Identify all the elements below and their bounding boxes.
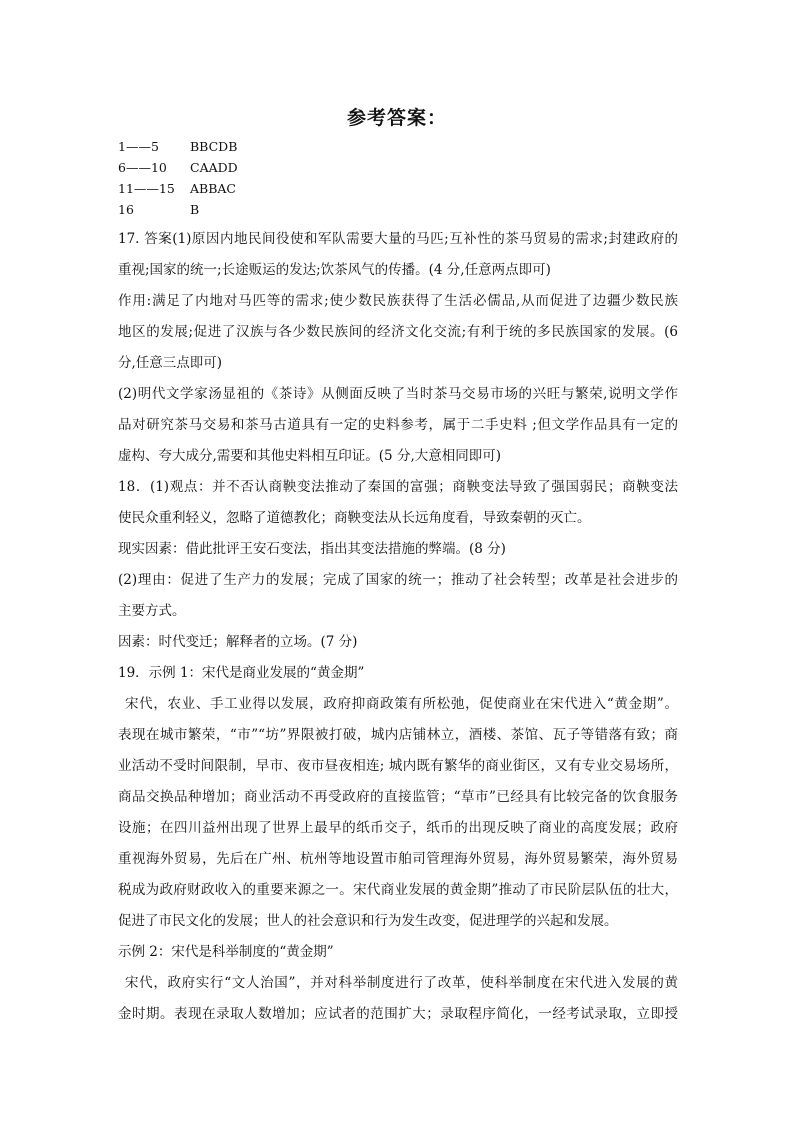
text-line: 表现在城市繁荣，“市”“坊”界限被打破，城内店铺林立，酒楼、茶馆、瓦子等错落有致；商	[118, 727, 678, 743]
text-line: 宋代，农业、手工业得以发展，政府抑商政策有所松弛，促使商业在宋代进入“黄金期”。	[125, 696, 678, 712]
text-line: 重视海外贸易，先后在广州、杭州等地设置市舶司管理海外贸易，海外贸易繁荣，海外贸易	[118, 851, 678, 867]
answer-explanations	[118, 224, 678, 1030]
text-line: 宋代，政府实行“文人治国”，并对科举制度进行了改革，使科举制度在宋代进入发展的黄	[125, 975, 678, 991]
answer-range: 1——5	[118, 139, 159, 154]
multiple-choice-answers	[118, 136, 238, 220]
text-line: 促进了市民文化的发展；世人的社会意识和行为发生改变，促进理学的兴起和发展。	[118, 913, 618, 929]
text-line: 使民众重利轻义，忽略了道德教化；商鞅变法从长远角度看，导致秦朝的灭亡。	[118, 510, 591, 526]
text-line: 重视;国家的统一;长途贩运的发达;饮茶风气的传播。(4 分,任意两点即可)	[118, 262, 551, 278]
text-line: (2)明代文学家汤显祖的《茶诗》从侧面反映了当时茶马交易市场的兴旺与繁荣,说明文学作	[118, 386, 678, 402]
answer-row	[118, 199, 238, 220]
text-line: 18．(1)观点：并不否认商鞅变法推动了秦国的富强；商鞅变法导致了强国弱民；商鞅变法	[118, 479, 678, 495]
text-line: 业活动不受时间限制，早市、夜市昼夜相连; 城内既有繁华的商业街区，又有专业交易场所，	[118, 758, 678, 774]
answer-row	[118, 178, 238, 199]
answer-row	[118, 157, 238, 178]
answer-range: 11——15	[118, 181, 175, 196]
text-line: (2)理由：促进了生产力的发展；完成了国家的统一；推动了社会转型；改革是社会进步的	[118, 572, 678, 588]
text-line: 商品交换品种增加；商业活动不再受政府的直接监管；“草市”已经具有比较完备的饮食服务	[118, 789, 678, 805]
text-line: 现实因素：借此批评王安石变法，指出其变法措施的弊端。(8 分)	[118, 541, 506, 557]
answer-row	[118, 136, 238, 157]
text-line: 因素：时代变迁；解释者的立场。(7 分)	[118, 634, 358, 650]
page-title: 参考答案：	[346, 107, 447, 129]
text-line: 品对研究茶马交易和茶马古道具有一定的史料参考，属于二手史料 ;但文学作品具有一定的	[118, 417, 678, 433]
answer-value: BBCDB	[190, 139, 238, 154]
answer-value: ABBAC	[190, 181, 236, 196]
text-line: 地区的发展;促进了汉族与各少数民族间的经济文化交流;有利于统的多民族国家的发展。(6	[118, 324, 678, 340]
answer-value: B	[190, 202, 200, 217]
text-line: 作用:满足了内地对马匹等的需求;使少数民族获得了生活必儒品,从而促进了边疆少数民族	[118, 293, 678, 309]
text-line: 主要方式。	[118, 603, 186, 619]
text-line: 分,任意三点即可)	[118, 355, 223, 371]
text-line: 17. 答案(1)原因内地民间役使和军队需要大量的马匹;互补性的茶马贸易的需求;封建政府的	[118, 231, 678, 247]
text-line: 税成为政府财政收入的重要来源之一。宋代商业发展的黄金期”推动了市民阶层队伍的壮大，	[118, 882, 678, 898]
answer-value: CAADD	[190, 160, 238, 175]
text-line: 19．示例 1：宋代是商业发展的“黄金期”	[118, 665, 365, 681]
text-line: 金时期。表现在录取人数增加；应试者的范围扩大；录取程序简化，一经考试录取，立即授	[118, 1006, 678, 1022]
text-line: 设施；在四川益州出现了世界上最早的纸币交子，纸币的出现反映了商业的高度发展；政府	[118, 820, 678, 836]
text-line: 示例 2：宋代是科举制度的“黄金期”	[118, 944, 334, 960]
text-line: 虚构、夸大成分,需要和其他史料相互印证。(5 分,大意相同即可)	[118, 448, 501, 464]
answer-range: 6——10	[118, 160, 167, 175]
answer-range: 16	[118, 202, 134, 217]
